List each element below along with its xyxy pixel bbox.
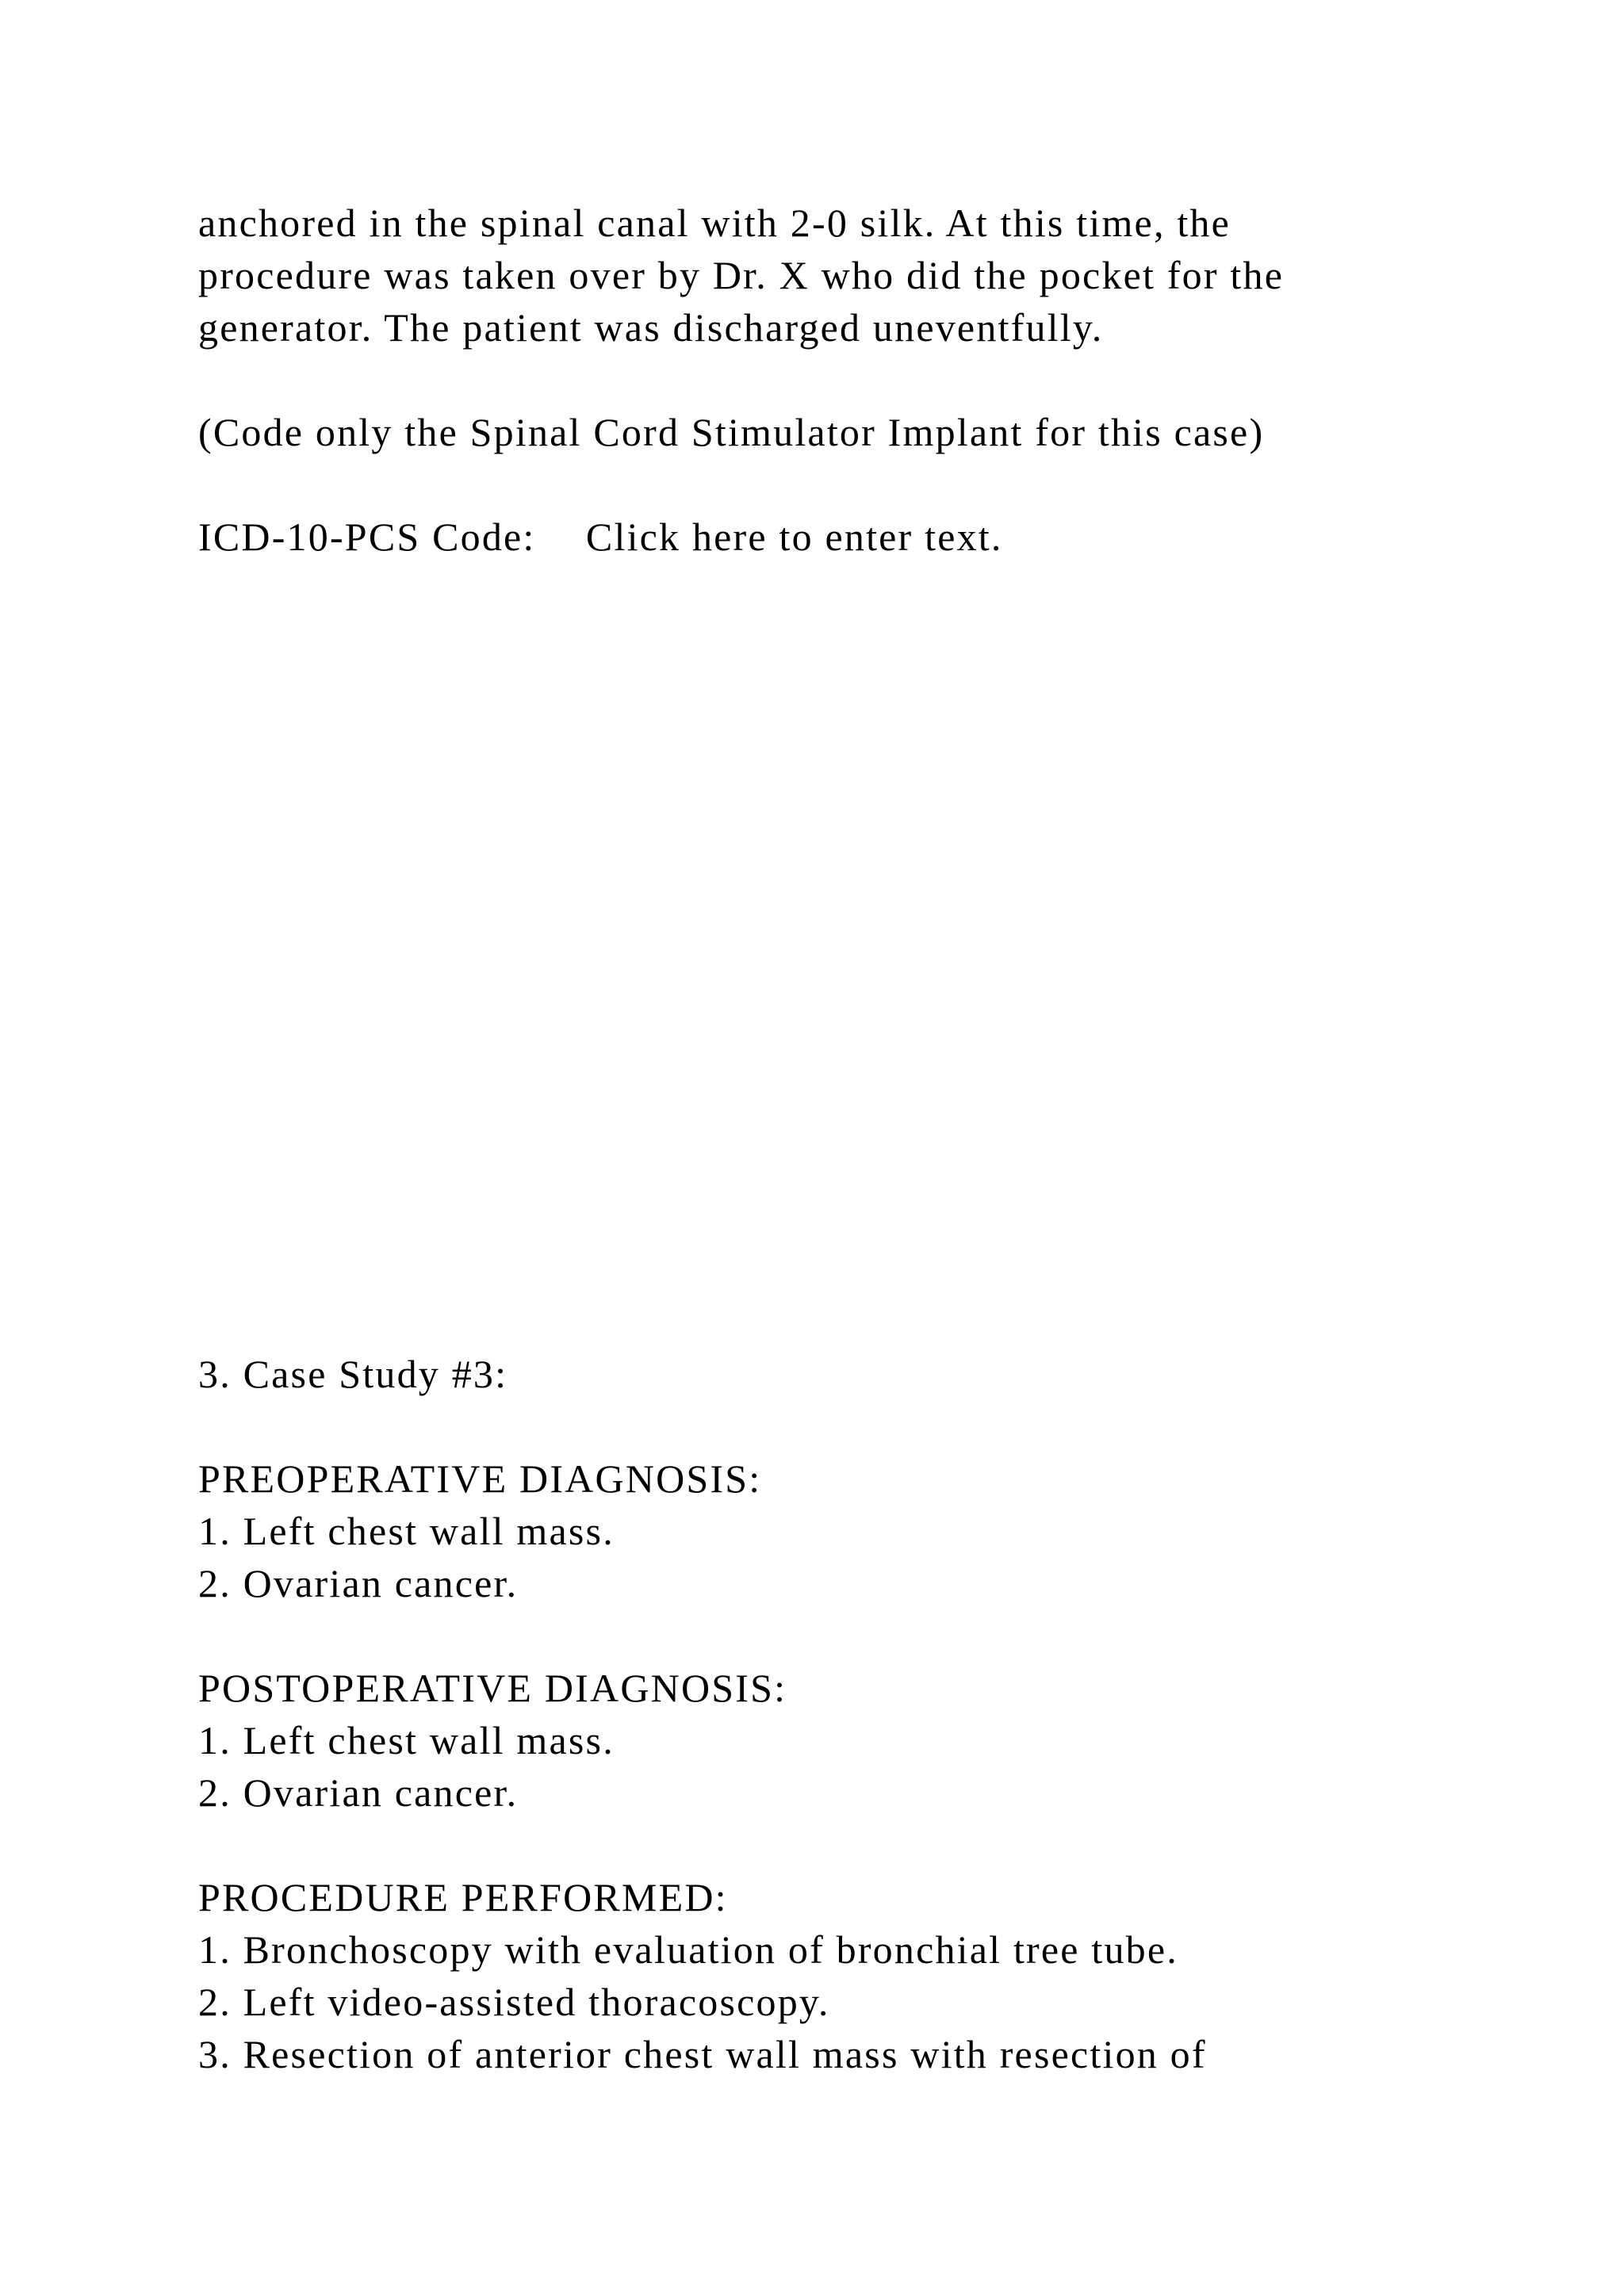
preop-diagnosis-title: PREOPERATIVE DIAGNOSIS: <box>198 1456 762 1501</box>
document-page <box>198 0 1562 2296</box>
narrative-line: anchored in the spinal canal with 2-0 silk. At this time, the <box>198 201 1231 245</box>
postop-diagnosis-title: POSTOPERATIVE DIAGNOSIS: <box>198 1666 787 1710</box>
procedure-performed-title: PROCEDURE PERFORMED: <box>198 1875 728 1919</box>
postop-diagnosis-item: 2. Ovarian cancer. <box>198 1770 519 1815</box>
case-study-heading: 3. Case Study #3: <box>198 1352 508 1396</box>
preop-diagnosis-item: 2. Ovarian cancer. <box>198 1561 519 1605</box>
procedure-item: 1. Bronchoscopy with evaluation of bronchial tree tube. <box>198 1927 1178 1972</box>
coding-instruction: (Code only the Spinal Cord Stimulator Implant for this case) <box>198 410 1265 454</box>
icd-code-row <box>198 511 1003 563</box>
icd-code-label: ICD-10-PCS Code: <box>198 515 536 559</box>
procedure-item: 2. Left video-assisted thoracoscopy. <box>198 1980 830 2024</box>
postop-diagnosis-item: 1. Left chest wall mass. <box>198 1718 615 1762</box>
narrative-line: procedure was taken over by Dr. X who did the pocket for the <box>198 253 1285 297</box>
narrative-line: generator. The patient was discharged uneventfully. <box>198 305 1104 350</box>
preop-diagnosis-item: 1. Left chest wall mass. <box>198 1509 615 1553</box>
procedure-item: 3. Resection of anterior chest wall mass with resection of <box>198 2032 1207 2076</box>
icd-code-input[interactable]: Click here to enter text. <box>585 515 1003 559</box>
